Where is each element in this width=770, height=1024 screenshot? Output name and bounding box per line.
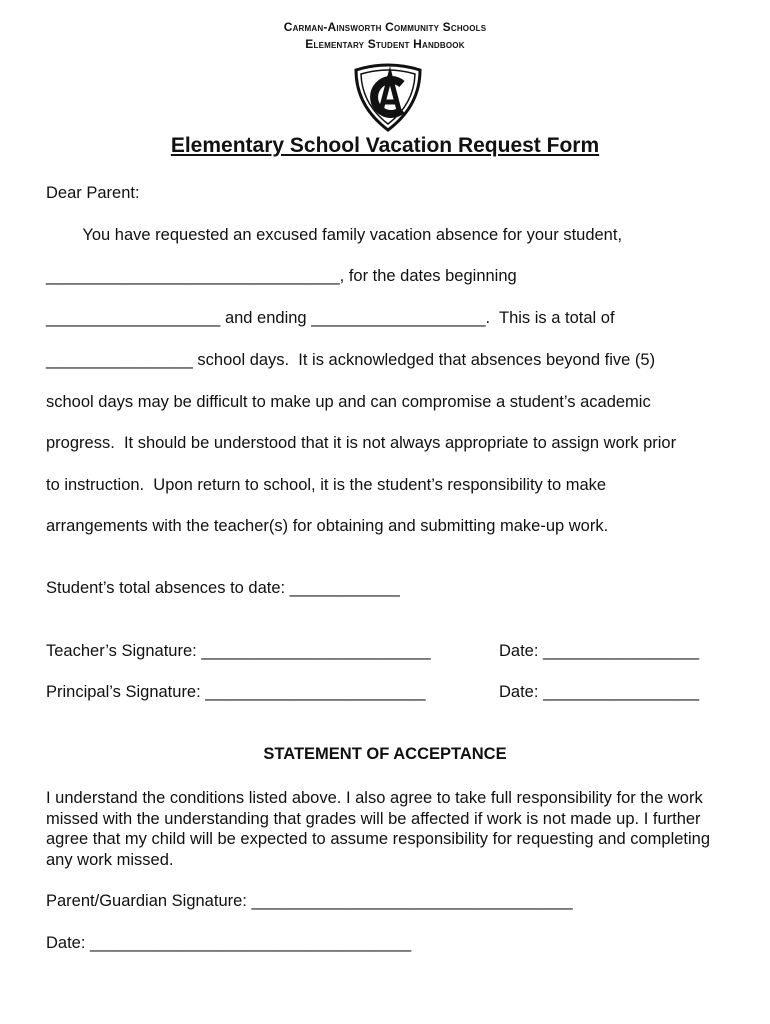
body-line-5: school days may be difficult to make up and can compromise a student’s academic	[46, 393, 651, 411]
body-line-8: arrangements with the teacher(s) for obtaining and submitting make-up work.	[46, 517, 609, 535]
absences-to-date-field[interactable]: Student’s total absences to date: ____________	[46, 579, 400, 597]
handbook-header-title: Elementary Student Handbook	[305, 37, 465, 51]
school-days-line: ________________ school days. It is acknowledged that absences beyond five (5)	[46, 351, 656, 369]
handbook-header-school: Carman-Ainsworth Community Schools	[283, 20, 487, 34]
greeting: Dear Parent:	[46, 184, 140, 202]
form-title: Elementary School Vacation Request Form	[170, 134, 600, 157]
dates-line: ___________________ and ending ___________________. This is a total of	[46, 309, 615, 327]
teacher-signature-field[interactable]: Teacher’s Signature: _________________________	[46, 642, 431, 660]
statement-heading: STATEMENT OF ACCEPTANCE	[263, 745, 507, 763]
statement-text: I understand the conditions listed above. I also agree to take full responsibility for the work missed with the understanding that grades will be affected if work is not made up. I further agree that my child will be expected to assume responsibility for requesting and completing any work missed.	[46, 789, 711, 869]
parent-date-field[interactable]: Date: ___________________________________	[46, 934, 412, 952]
body-line-6: progress. It should be understood that it is not always appropriate to assign work prior	[46, 434, 677, 452]
student-name-line: ________________________________, for the dates beginning	[46, 267, 517, 285]
teacher-date-field[interactable]: Date: _________________	[499, 642, 700, 660]
principal-date-field[interactable]: Date: _________________	[499, 683, 700, 701]
ca-shield-logo-icon	[352, 62, 424, 132]
principal-signature-field[interactable]: Principal’s Signature: ________________________	[46, 683, 426, 701]
body-line-7: to instruction. Upon return to school, it is the student’s responsibility to make	[46, 476, 607, 494]
body-line-1: You have requested an excused family vacation absence for your student,	[46, 226, 623, 244]
parent-signature-field[interactable]: Parent/Guardian Signature: ___________________________________	[46, 892, 573, 910]
